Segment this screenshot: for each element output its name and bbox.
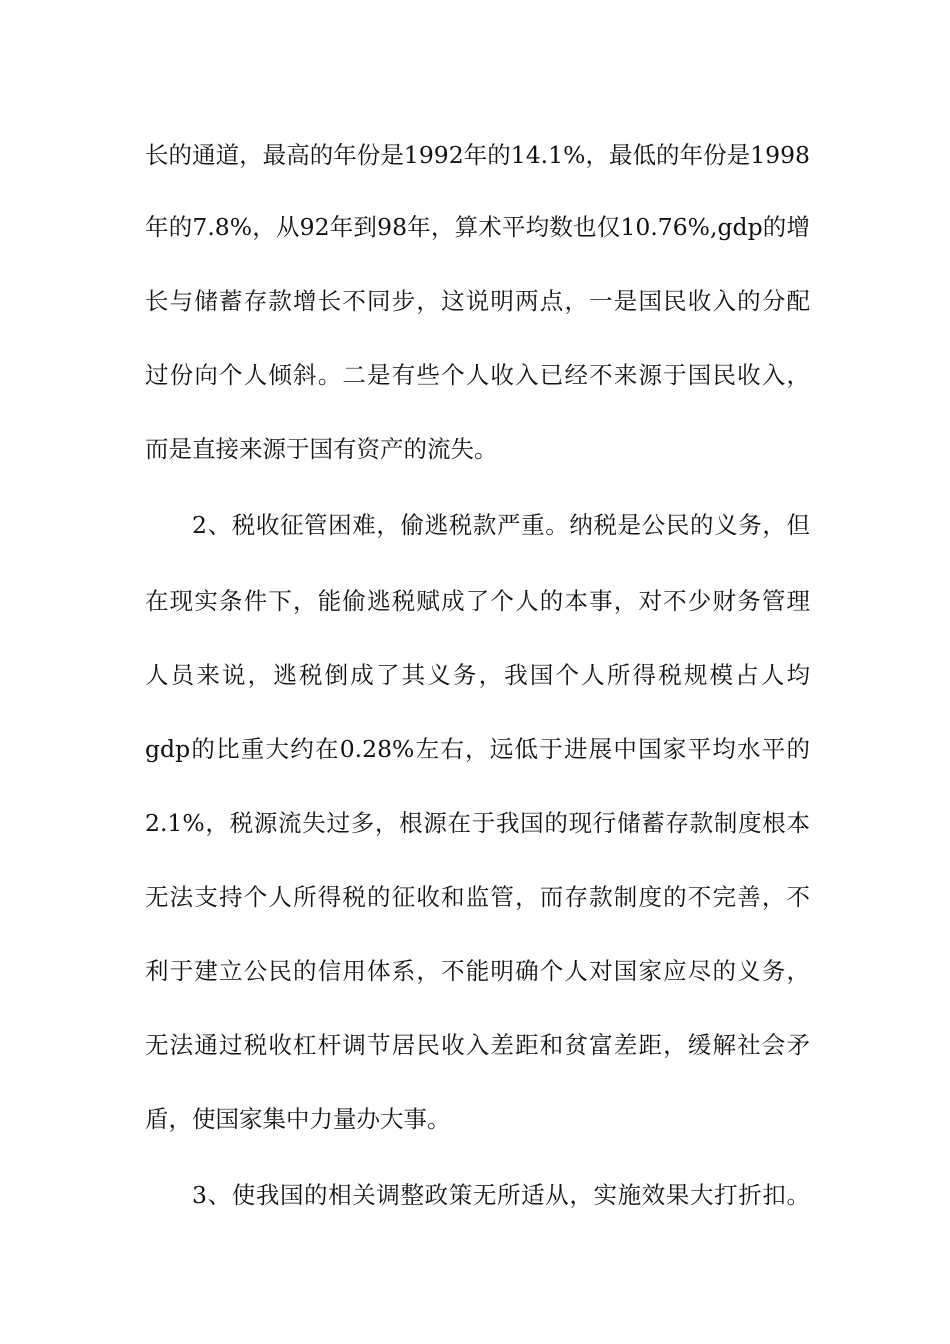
text-line: 年的7.8%，从92年到98年，算术平均数也仅10.76%,gdp的增 <box>145 213 810 241</box>
text-line: 过份向个人倾斜。二是有些个人收入已经不来源于国民收入， <box>145 361 810 389</box>
text-line: 在现实条件下，能偷逃税赋成了个人的本事，对不少财务管理 <box>145 587 810 615</box>
text-line: 而是直接来源于国有资产的流失。 <box>145 435 498 463</box>
text-line: 盾，使国家集中力量办大事。 <box>145 1105 451 1133</box>
text-line: 长的通道，最高的年份是1992年的14.1%，最低的年份是1998 <box>145 141 810 169</box>
text-line: 长与储蓄存款增长不同步，这说明两点，一是国民收入的分配 <box>145 287 810 315</box>
text-line: 人员来说，逃税倒成了其义务，我国个人所得税规模占人均 <box>145 661 810 689</box>
text-line: gdp的比重大约在0.28%左右，远低于进展中国家平均水平的 <box>145 735 810 763</box>
paragraph-first-line: 3、使我国的相关调整政策无所适从，实施效果大打折扣。 <box>192 1181 810 1209</box>
paragraph-first-line: 2、税收征管困难，偷逃税款严重。纳税是公民的义务，但 <box>192 511 810 539</box>
text-line: 2.1%，税源流失过多，根源在于我国的现行储蓄存款制度根本 <box>145 809 810 837</box>
text-line: 无法通过税收杠杆调节居民收入差距和贫富差距，缓解社会矛 <box>145 1031 810 1059</box>
text-line: 无法支持个人所得税的征收和监管，而存款制度的不完善，不 <box>145 883 810 911</box>
text-line: 利于建立公民的信用体系，不能明确个人对国家应尽的义务， <box>145 957 810 985</box>
